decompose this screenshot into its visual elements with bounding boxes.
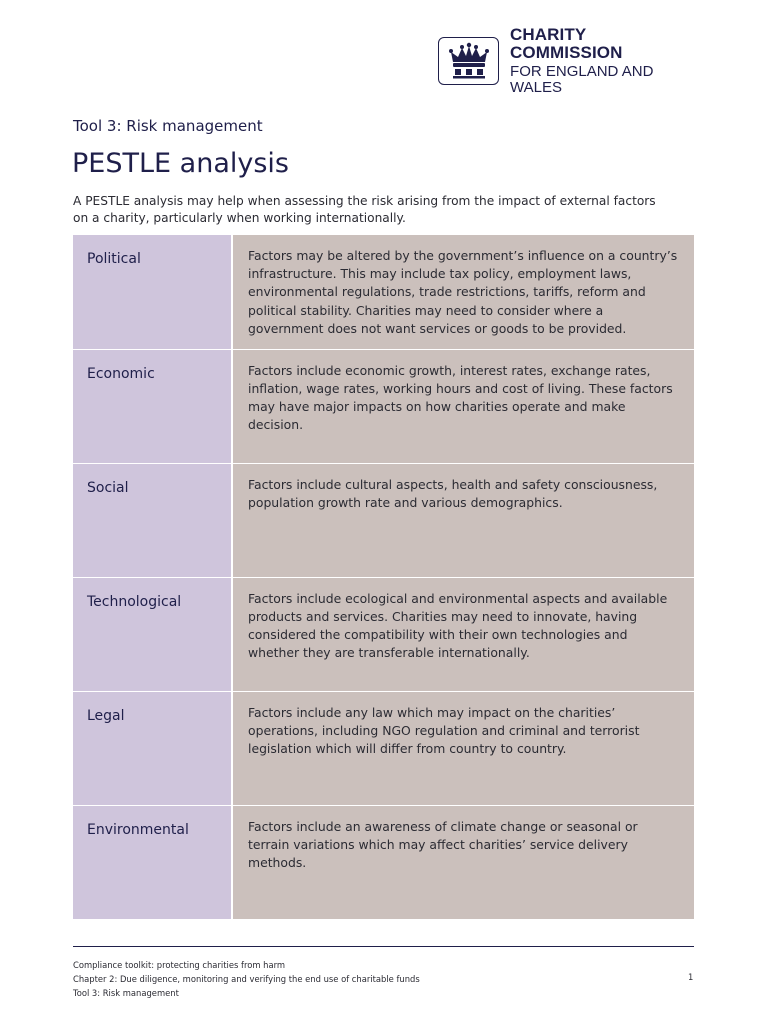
page-number: 1: [688, 972, 694, 982]
factor-description: Factors include an awareness of climate change or seasonal or terrain variations which may affect charities’ service delivery methods.: [248, 818, 638, 870]
footer-line-2: Chapter 2: Due diligence, monitoring and verifying the end use of charitable funds: [73, 974, 420, 984]
description-cell: [232, 463, 694, 577]
description-cell: [232, 805, 694, 919]
table-row: [73, 463, 694, 577]
table-row: [73, 349, 694, 463]
description-cell: [232, 691, 694, 805]
page-title: PESTLE analysis: [72, 148, 289, 179]
tool-heading: Tool 3: Risk management: [73, 117, 263, 135]
factor-cell: [73, 349, 232, 463]
factor-cell: [73, 235, 232, 349]
factor-description: Factors include any law which may impact on the charities’ operations, including NGO regulation and criminal and terrorist legislation which will differ from country to country.: [248, 704, 640, 756]
pestle-table: [73, 235, 694, 919]
factor-description: Factors include ecological and environmental aspects and available products and services. Charities may need to innovate, having considered the compatibility with their own technologies and whether they are transferable internationally.: [248, 590, 668, 661]
factor-description: Factors include economic growth, interest rates, exchange rates, inflation, wage rates, working hours and cost of living. These factors may have major impacts on how charities operate and make decision.: [248, 362, 673, 433]
table-row: [73, 235, 694, 349]
table-row: [73, 805, 694, 919]
logo-crown-icon: [438, 37, 499, 85]
logo-subtitle: FOR ENGLAND AND WALES: [510, 63, 654, 96]
factor-cell: [73, 805, 232, 919]
factor-label: Economic: [87, 365, 155, 382]
footer-line-3: Tool 3: Risk management: [73, 988, 179, 998]
factor-label: Technological: [87, 593, 182, 610]
description-cell: [232, 577, 694, 691]
intro-paragraph: A PESTLE analysis may help when assessing the risk arising from the impact of external factors on a charity, particularly when working internationally.: [73, 194, 656, 225]
table-row: [73, 577, 694, 691]
logo-title: CHARITY COMMISSION: [510, 25, 623, 63]
table-row: [73, 691, 694, 805]
factor-label: Environmental: [87, 821, 189, 838]
description-cell: [232, 349, 694, 463]
footer-line-1: Compliance toolkit: protecting charities from harm: [73, 960, 286, 970]
description-cell: [232, 235, 694, 349]
factor-label: Social: [87, 479, 129, 496]
factor-cell: [73, 577, 232, 691]
charity-commission-logo: [438, 25, 700, 96]
factor-label: Legal: [87, 707, 125, 724]
factor-description: Factors may be altered by the government’s influence on a country’s infrastructure. This may include tax policy, employment laws, environmental regulations, trade restrictions, tariffs, reform and political stability. Charities may need to consider where a government does not want services or goods to be provided.: [248, 248, 678, 336]
footer-divider: [73, 946, 694, 947]
factor-label: Political: [87, 251, 141, 267]
factor-cell: [73, 691, 232, 805]
factor-description: Factors include cultural aspects, health and safety consciousness, population growth rate and various demographics.: [248, 476, 658, 510]
footer: [73, 958, 420, 1000]
factor-cell: [73, 463, 232, 577]
